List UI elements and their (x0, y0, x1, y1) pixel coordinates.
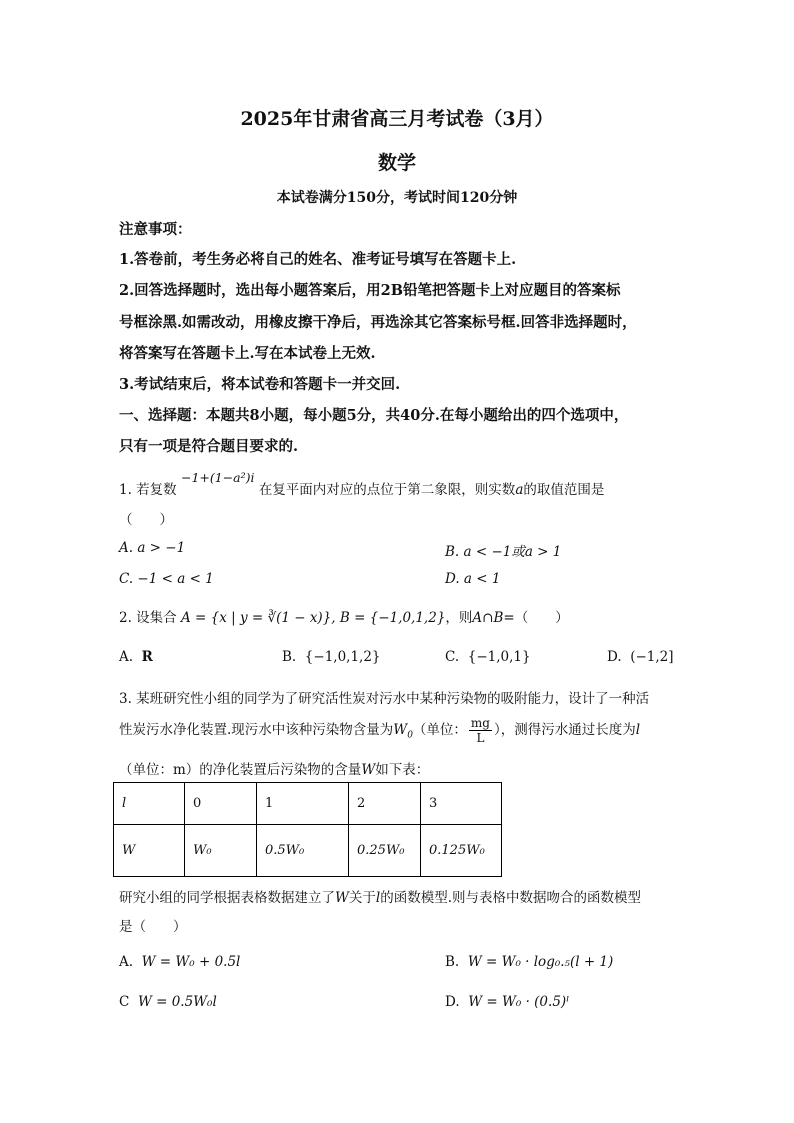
q3-w-symbol: W (361, 762, 376, 778)
table-cell: 0 (185, 783, 257, 825)
q2-option-c-value: {−1,0,1} (467, 649, 531, 665)
q3-option-a-label: A. (119, 954, 134, 970)
q3-line-2 (119, 716, 640, 745)
q1-option-d[interactable]: D. a < 1 (445, 571, 501, 587)
note-item-2-line-2: 号框涂黑.如需改动，用橡皮擦干净后，再选涂其它答案标号框.回答非选择题时， (119, 314, 637, 331)
q3-option-d-value: W = W₀ · (0.5)ˡ (468, 994, 570, 1010)
section-1-heading-line-1: 一、选择题：本题共8小题，每小题5分，共40分.在每小题给出的四个选项中， (119, 407, 629, 424)
q2-prefix: 2. 设集合 (119, 610, 177, 626)
table-row-l (114, 783, 502, 825)
q2-option-b-value: {−1,0,1,2} (304, 649, 381, 665)
section-1-heading-line-2: 只有一项是符合题目要求的. (119, 438, 299, 455)
q3-option-c[interactable] (119, 994, 217, 1010)
unit-numerator: mg (470, 716, 490, 730)
q3-line-2a: 性炭污水净化装置.现污水中该种污染物含量为 (119, 722, 394, 738)
q1-prefix: 1. 若复数 (119, 482, 177, 498)
q2-middle: ，则 (445, 610, 473, 626)
table-cell: 0.5W₀ (257, 825, 349, 877)
q3-line-3b: 如下表： (375, 762, 430, 778)
q2-suffix: =（ ） (503, 610, 569, 626)
q3-after-table-line-2: 是（ ） (119, 919, 187, 935)
q3-w0-symbol: $W_0$ (393, 722, 413, 741)
q1-option-b[interactable]: B. a < −1或a > 1 (445, 544, 562, 560)
q2-option-a-value: R (141, 649, 153, 665)
q1-complex-expression: −1+(1−a²)i (180, 470, 255, 485)
q3-unit-fraction (469, 716, 492, 745)
q3-line-3a: （单位：m）的净化装置后污染物的含量 (119, 762, 362, 778)
q3-data-table (113, 782, 502, 877)
q3-after-1c: 的函数模型.则与表格中数据吻合的函数模型 (380, 890, 642, 906)
question-1-stem (119, 470, 605, 498)
table-cell: 1 (257, 783, 349, 825)
table-cell: 2 (349, 783, 421, 825)
q3-line-2c: ），测得污水通过长度为 (493, 722, 636, 738)
note-item-3: 3.考试结束后，将本试卷和答题卡一并交回. (119, 376, 401, 393)
table-cell: 3 (421, 783, 502, 825)
question-2-stem (119, 606, 569, 626)
q2-option-b[interactable]: B. {−1,0,1,2} (282, 649, 381, 665)
note-item-2-line-1: 2.回答选择题时，选出每小题答案后，用2B铅笔把答题卡上对应题目的答案标 (119, 282, 621, 299)
unit-denominator: L (476, 731, 485, 745)
q3-option-b-value: W = W₀ · log₀.₅(l + 1) (467, 954, 614, 970)
exam-info: 本试卷满分150分，考试时间120分钟 (276, 190, 518, 206)
table-row-w (114, 825, 502, 877)
table-cell-label-l: l (114, 783, 185, 825)
notes-heading: 注意事项： (119, 221, 192, 238)
subject-title: 数学 (377, 152, 416, 174)
q2-option-c[interactable]: C. {−1,0,1} (445, 649, 531, 665)
q3-option-c-label: C (119, 994, 130, 1010)
q2-intersection: A∩B (472, 610, 504, 626)
q3-w-symbol-2: W (335, 890, 349, 906)
note-item-2-line-3: 将答案写在答题卡上.写在本试卷上无效. (119, 345, 376, 362)
q3-line-3 (119, 758, 429, 778)
q1-option-a[interactable]: A. a > −1 (119, 540, 186, 556)
q2-option-d-value: (−1,2] (630, 649, 674, 665)
q1-var: a (515, 482, 524, 498)
q3-option-b[interactable] (445, 954, 613, 970)
q1-option-c[interactable]: C. −1 < a < 1 (119, 571, 214, 587)
q3-after-1b: 关于 (348, 890, 376, 906)
table-cell: W₀ (185, 825, 257, 877)
q2-option-a[interactable]: A. R (119, 649, 153, 665)
q3-line-2b: （单位： (412, 722, 467, 738)
note-item-1: 1.答卷前，考生务必将自己的姓名、准考证号填写在答题卡上. (119, 251, 517, 268)
table-cell-label-w: W (114, 825, 185, 877)
exam-title: 2025年甘肃省高三月考试卷（3月） (240, 108, 554, 130)
q3-option-d[interactable] (445, 994, 569, 1010)
q3-option-d-label: D. (445, 994, 460, 1010)
q3-after-table-line-1 (119, 886, 641, 906)
q2-set-expression: A = {x | y = ∛(1 − x)}, B = {−1,0,1,2} (180, 610, 446, 626)
table-cell: 0.25W₀ (349, 825, 421, 877)
q3-line-1: 3. 某班研究性小组的同学为了研究活性炭对污水中某种污染物的吸附能力，设计了一种活 (119, 691, 650, 707)
q3-option-c-value: W = 0.5W₀l (137, 994, 217, 1010)
q2-option-d[interactable]: D. (−1,2] (607, 649, 674, 665)
q1-middle: 在复平面内对应的点位于第二象限，则实数 (258, 482, 516, 498)
q3-option-b-label: B. (445, 954, 460, 970)
q1-suffix: 的取值范围是 (523, 482, 605, 498)
q3-option-a-value: W = W₀ + 0.5l (141, 954, 241, 970)
table-cell: 0.125W₀ (421, 825, 502, 877)
q3-option-a[interactable] (119, 954, 240, 970)
q3-l-symbol: l (635, 722, 641, 738)
q3-l-symbol-2: l (375, 890, 381, 906)
q3-after-1a: 研究小组的同学根据表格数据建立了 (119, 890, 335, 906)
q1-answer-paren: （ ） (119, 512, 173, 528)
